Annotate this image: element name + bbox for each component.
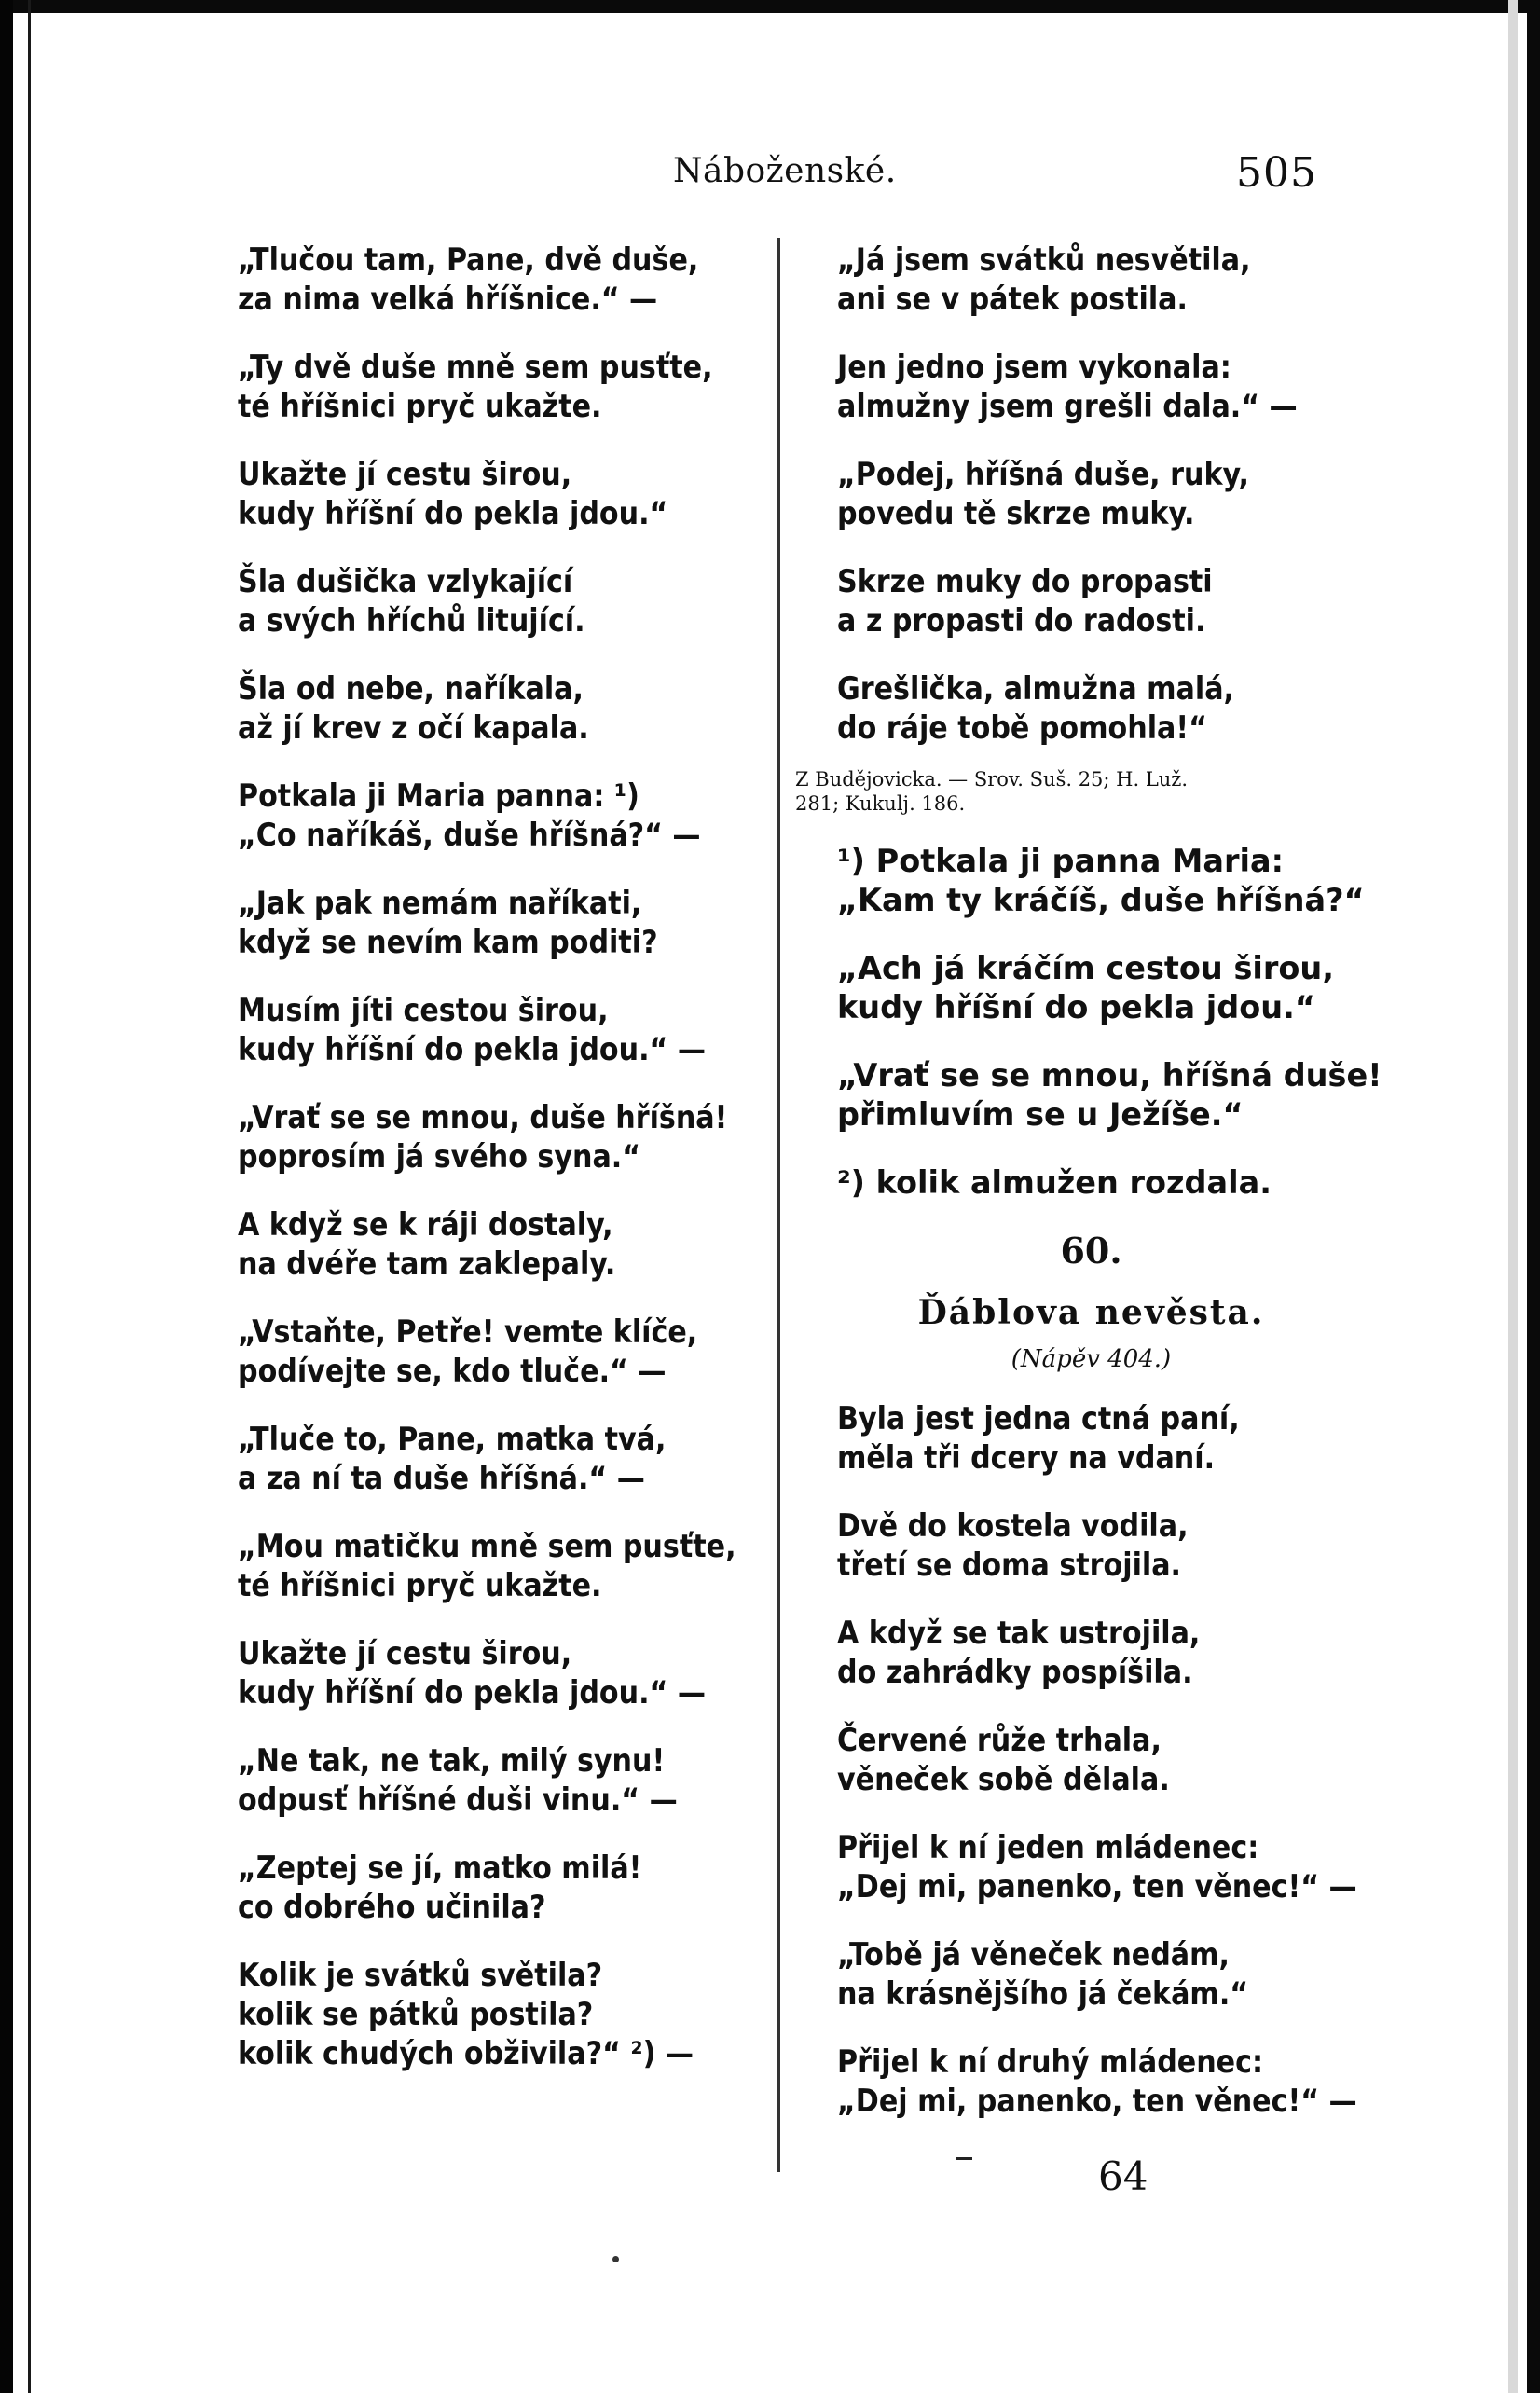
verse-line: „Zeptej se jí, matko milá! bbox=[238, 1850, 642, 1886]
verse-line: „Tobě já věneček nedám, bbox=[837, 1936, 1230, 1973]
stanza bbox=[837, 2042, 1357, 2121]
verse-line: na krásnějšího já čekám.“ bbox=[837, 1975, 1249, 2012]
verse-line: „Vstaňte, Petře! vemte klíče, bbox=[238, 1313, 698, 1350]
verse-line: A když se k ráji dostaly, bbox=[238, 1206, 613, 1243]
verse-line: třetí se doma strojila. bbox=[837, 1547, 1182, 1583]
stanza bbox=[238, 1098, 760, 1176]
verse-line: až jí krev z očí kapala. bbox=[238, 709, 589, 746]
source-note-line: 281; Kukulj. 186. bbox=[795, 792, 966, 815]
right-column-verses bbox=[837, 241, 1345, 748]
verse-line: kudy hříšní do pekla jdou.“ — bbox=[238, 1674, 706, 1711]
stanza bbox=[837, 1935, 1345, 2014]
verse-line: měla tři dcery na vdaní. bbox=[837, 1439, 1216, 1476]
stanza bbox=[837, 1163, 1345, 1203]
verse-line: poprosím já svého syna.“ bbox=[238, 1138, 641, 1175]
verse-line: „Kam ty kráčíš, duše hříšná?“ bbox=[837, 882, 1365, 918]
stanza bbox=[238, 562, 760, 640]
stanza bbox=[238, 348, 760, 426]
stanza bbox=[837, 348, 1345, 426]
stanza bbox=[837, 1506, 1345, 1585]
source-note bbox=[795, 767, 1345, 816]
verse-line: Šla dušička vzlykající bbox=[238, 563, 573, 599]
verse-line: „Tlučou tam, Pane, dvě duše, bbox=[238, 241, 699, 278]
verse-line: „Jak pak nemám naříkati, bbox=[238, 885, 642, 921]
song-title: Ďáblova nevěsta. bbox=[917, 1293, 1265, 1332]
verse-line: „Co naříkáš, duše hříšná?“ — bbox=[238, 817, 701, 853]
stanza bbox=[837, 842, 1365, 920]
stanza bbox=[837, 949, 1345, 1027]
source-note-line: Z Budějovicka. — Srov. Suš. 25; H. Luž. bbox=[795, 768, 1189, 791]
verse-line: almužny jsem grešli dala.“ — bbox=[837, 388, 1298, 424]
verse-line: „Mou matičku mně sem pusťte, bbox=[238, 1528, 736, 1564]
verse-line: Musím jíti cestou širou, bbox=[238, 992, 609, 1028]
verse-line: „Ne tak, ne tak, milý synu! bbox=[238, 1742, 666, 1779]
verse-line: kudy hříšní do pekla jdou.“ — bbox=[238, 1031, 706, 1067]
verse-line: věneček sobě dělala. bbox=[837, 1761, 1170, 1797]
scan-right-shadow bbox=[1508, 0, 1518, 2393]
verse-line: Přijel k ní druhý mládenec: bbox=[837, 2043, 1264, 2080]
stanza bbox=[238, 669, 760, 748]
verse-line: „Ty dvě duše mně sem pusťte, bbox=[238, 349, 713, 385]
stanza bbox=[837, 1399, 1345, 1478]
stanza bbox=[238, 241, 760, 319]
tune-reference: (Nápěv 404.) bbox=[1011, 1345, 1172, 1373]
stanza bbox=[238, 1313, 760, 1391]
verse-line: a svých hříchů litující. bbox=[238, 602, 585, 639]
signature-dash bbox=[956, 2157, 972, 2160]
stanza bbox=[238, 1205, 760, 1284]
stanza bbox=[837, 1056, 1382, 1135]
verse-line: kudy hříšní do pekla jdou.“ bbox=[238, 495, 668, 531]
verse-line: „Dej mi, panenko, ten věnec!“ — bbox=[837, 2083, 1357, 2119]
stanza bbox=[837, 241, 1345, 319]
ink-dot bbox=[612, 2256, 619, 2262]
footnotes bbox=[837, 842, 1382, 1203]
verse-line: „Podej, hříšná duše, ruky, bbox=[837, 456, 1249, 492]
verse-line: ani se v pátek postila. bbox=[837, 281, 1188, 317]
stanza bbox=[238, 777, 760, 855]
verse-line: když se nevím kam poditi? bbox=[238, 924, 658, 960]
verse-line: na dvéře tam zaklepaly. bbox=[238, 1245, 616, 1282]
verse-line: kolik chudých obživila?“ ²) — bbox=[238, 2035, 694, 2071]
left-column bbox=[238, 241, 760, 2102]
stanza bbox=[238, 1849, 760, 1927]
verse-line: Kolik je svátků světila? bbox=[238, 1957, 603, 1993]
verse-line: „Vrať se se mnou, hříšná duše! bbox=[837, 1057, 1382, 1093]
sheet-signature: 64 bbox=[1098, 2153, 1148, 2199]
stanza bbox=[238, 1741, 760, 1820]
song-number: 60. bbox=[1060, 1230, 1122, 1272]
verse-line: do ráje tobě pomohla!“ bbox=[837, 709, 1207, 746]
verse-line: „Ach já kráčím cestou širou, bbox=[837, 950, 1334, 986]
stanza bbox=[238, 991, 760, 1069]
verse-line: Dvě do kostela vodila, bbox=[837, 1507, 1189, 1544]
verse-line: „Tluče to, Pane, matka tvá, bbox=[238, 1421, 667, 1457]
scan-top-edge bbox=[0, 0, 1540, 13]
song-verses bbox=[837, 1399, 1357, 2121]
stanza bbox=[837, 455, 1345, 533]
verse-line: podívejte se, kdo tluče.“ — bbox=[238, 1353, 667, 1389]
stanza bbox=[837, 562, 1345, 640]
stanza bbox=[837, 669, 1345, 748]
verse-line: A když se tak ustrojila, bbox=[837, 1615, 1201, 1651]
verse-line: Skrze muky do propasti bbox=[837, 563, 1213, 599]
verse-line: „Vrať se se mnou, duše hříšná! bbox=[238, 1099, 728, 1135]
running-head: Náboženské. bbox=[673, 152, 897, 190]
verse-line: Červené růže trhala, bbox=[837, 1722, 1162, 1758]
stanza bbox=[238, 1420, 760, 1498]
verse-line: přimluvím se u Ježíše.“ bbox=[837, 1096, 1244, 1133]
stanza bbox=[238, 1956, 760, 2073]
verse-line: Grešlička, almužna malá, bbox=[837, 670, 1234, 707]
verse-line: Ukažte jí cestu širou, bbox=[238, 1635, 572, 1671]
verse-line: ¹) Potkala ji panna Maria: bbox=[837, 843, 1284, 879]
stanza bbox=[238, 884, 760, 962]
verse-line: odpusť hříšné duši vinu.“ — bbox=[238, 1781, 678, 1818]
verse-line: „Já jsem svátků nesvětila, bbox=[837, 241, 1251, 278]
stanza bbox=[238, 1634, 760, 1712]
verse-line: povedu tě skrze muky. bbox=[837, 495, 1195, 531]
verse-line: Šla od nebe, naříkala, bbox=[238, 670, 584, 707]
verse-line: a z propasti do radosti. bbox=[837, 602, 1206, 639]
verse-line: té hříšnici pryč ukažte. bbox=[238, 388, 602, 424]
verse-line: do zahrádky pospíšila. bbox=[837, 1654, 1193, 1690]
verse-line: a za ní ta duše hříšná.“ — bbox=[238, 1460, 645, 1496]
page-number: 505 bbox=[1236, 149, 1317, 197]
stanza bbox=[837, 1721, 1345, 1799]
scan-left-rule bbox=[28, 0, 31, 2393]
verse-line: Potkala ji Maria panna: ¹) bbox=[238, 777, 639, 814]
verse-line: kudy hříšní do pekla jdou.“ bbox=[837, 989, 1315, 1025]
stanza bbox=[238, 1527, 760, 1605]
verse-line: „Dej mi, panenko, ten věnec!“ — bbox=[837, 1868, 1357, 1905]
stanza bbox=[837, 1828, 1357, 1906]
verse-line: Přijel k ní jeden mládenec: bbox=[837, 1829, 1259, 1865]
stanza bbox=[238, 455, 760, 533]
verse-line: Byla jest jedna ctná paní, bbox=[837, 1400, 1240, 1437]
verse-line: ²) kolik almužen rozdala. bbox=[837, 1164, 1272, 1201]
scan-left-edge bbox=[0, 0, 13, 2393]
verse-line: za nima velká hříšnice.“ — bbox=[238, 281, 658, 317]
column-divider bbox=[777, 238, 780, 2172]
verse-line: co dobrého učinila? bbox=[238, 1889, 546, 1925]
verse-line: kolik se pátků postila? bbox=[238, 1996, 594, 2032]
verse-line: Ukažte jí cestu širou, bbox=[238, 456, 572, 492]
right-column bbox=[795, 241, 1382, 2150]
verse-line: Jen jedno jsem vykonala: bbox=[837, 349, 1231, 385]
verse-line: té hříšnici pryč ukažte. bbox=[238, 1567, 602, 1603]
stanza bbox=[837, 1614, 1345, 1692]
scan-right-edge bbox=[1527, 0, 1540, 2393]
